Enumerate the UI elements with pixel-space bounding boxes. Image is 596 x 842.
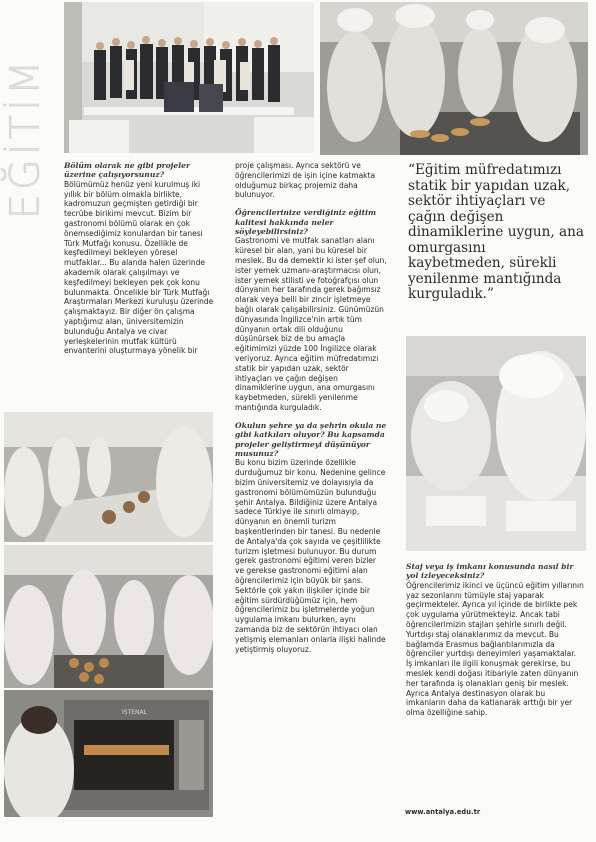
question-2: Öğrencilerinize verdiğiniz eğitim kalitesi hakkında neler söyleyebilirsiniz?: [235, 208, 377, 236]
kitchen-students-image: [320, 2, 588, 155]
column-2: [235, 161, 387, 654]
dessert-students-image: [4, 545, 213, 688]
pull-quote: “Eğitim müfredatımızı statik bir yapıdan uzak, sektör ihtiyaçları ve çağın değişen dinamiklerine uygun, ana omurgasını kaybetmeden, sürekli yenilenme mantığında kurguladık.”: [408, 162, 584, 302]
column-1: [64, 161, 215, 356]
footer-url[interactable]: www.antalya.edu.tr: [405, 808, 481, 816]
question-4: Staj veya iş imkanı konusunda nasıl bir yol izleyeceksiniz?: [406, 562, 574, 581]
oven-image: [4, 690, 213, 817]
answer-3: Bu konu bizim üzerinde özellikle durduğumuz bir konu. Nedenine gelince bizim üniversitemiz ve dolayısıyla da gastronomi bölümümüzün bulunduğu şehir Antalya. Bildiğiniz üzere Antalya sadece Türkiye ile sınırlı olmayıp, dünyanın en önemli turizm başkentlerinden bir tanesi. Bu nedenle de Antalya'da çok sayıda ve çeşitlilikte turizm işletmesi bulunuyor. Bu durum gerek gastronomi eğitimi veren bizler ve gerekse gastronomi eğitimi alan öğrencilerimiz için büyük bir şans. Sektörle çok yakın ilişkiler içinde bir eğitim sürdürdüğümüz için, hem öğrencilerimiz bu işletmelerde yoğun uygulama imkanı bulurken, aynı zamanda biz de sektörün ihtiyacı olan yetişmiş elemanları onlarla ilişki halinde yetiştirmiş oluyoruz.: [235, 458, 386, 654]
plating-students-image: [406, 336, 586, 551]
group-photo: [64, 2, 314, 153]
buffet-image: [4, 412, 213, 542]
oven-photo: [4, 690, 213, 817]
column-3: [406, 562, 584, 718]
answer-1-continued: proje çalışması. Ayrıca sektörü ve öğrencilerimizi de işin içine katmakta olduğumuz birkaç projemiz daha bulunuyor.: [235, 161, 376, 200]
buffet-photo: [4, 412, 213, 542]
kitchen-students-photo: [320, 2, 588, 155]
answer-1: Bölümümüz henüz yeni kurulmuş iki yıllık bir bölüm olmakla birlikte, kadromuzun geçmişten getirdiği bir tecrübe birikimi mevcut. Bizim bir gastronomi bölümü olarak en çok önemsediğimiz konulardan bir tanesi Türk Mutfağı konusu. Özellikle de keşfedilmeyi bekleyen yöresel mutfaklar... Bu alanda halen üzerinde akademik olarak çalışılmayı ve keşfedilmeyi bekleyen pek çok konu bulunmakta. Öncelikle bir Türk Mutfağı Araştırmaları Merkezi kuruluşu üzerinde çalışmaktayız. Bir diğer ön çalışma yaptığımız alan, üniversitemizin bulunduğu Antalya ve civar yerleşkelerinin mutfak kültürü envanterini oluşturmaya yönelik bir: [64, 179, 214, 356]
group-photo-image: [64, 2, 314, 153]
answer-2: Gastronomi ve mutfak sanatları alanı küresel bir alan, yani bu küresel bir meslek. Bu da demektir ki ister şef olun, ister yemek uzmanı-araştırmacısı olun, ister yemek stilisti ve fotoğrafçısı olun dünyanın her tarafında gerek bağımsız olarak veya belli bir zincir işletmeye bağlı olarak çalışabilirsiniz. Günümüzün dünyasında İngilizce'nin artık tüm dünyanın ortak dili olduğunu düşünürsek biz de bu amaçla eğitimimizi yüzde 100 İngilizce olarak veriyoruz. Ayrıca eğitim müfredatımızı statik bir yapıdan uzak, sektör ihtiyaçları ve çağın değişen dinamiklerine uygun, ana omurgasını kaybetmeden, sürekli yenilenme mantığında kurguladık.: [235, 236, 387, 412]
answer-4: Öğrencilerimiz ikinci ve üçüncü eğitim yıllarının yaz sezonlarını tümüyle staj yaparak geçirmekteler. Ayrıca yıl içinde de birlikte pek çok uygulama yürütmekteyiz. Ancak tabi öğrencilerimizin stajları şehirle sınırlı değil. Yurtdışı staj olanaklarımız da mevcut. Bu bağlamda Erasmus bağlantılarımızla da öğrenciler yurtdışı deneyimleri yaşamaktalar. İş imkanları ile ilgili konuşmak gerekirse, bu meslek kendi doğası itibariyle zaten dünyanın her tarafında iş olanakları geniş bir meslek. Ayrıca Antalya destinasyon olarak bu imkanların daha da katlanarak arttığı bir yer olma özelliğine sahip.: [406, 580, 584, 718]
question-3: Okulun şehre ya da şehrin okula ne gibi katkıları oluyor? Bu kapsamda projeler geliştirmeyi düşünüyor musunuz?: [235, 420, 387, 458]
question-1: Bölüm olarak ne gibi projeler üzerine çalışıyorsunuz?: [64, 161, 190, 180]
section-title: EĞİTİM: [2, 56, 48, 220]
plating-students-photo: [406, 336, 586, 551]
dessert-students-photo: [4, 545, 213, 688]
oven-brand-label: ISTENAL: [122, 709, 147, 716]
